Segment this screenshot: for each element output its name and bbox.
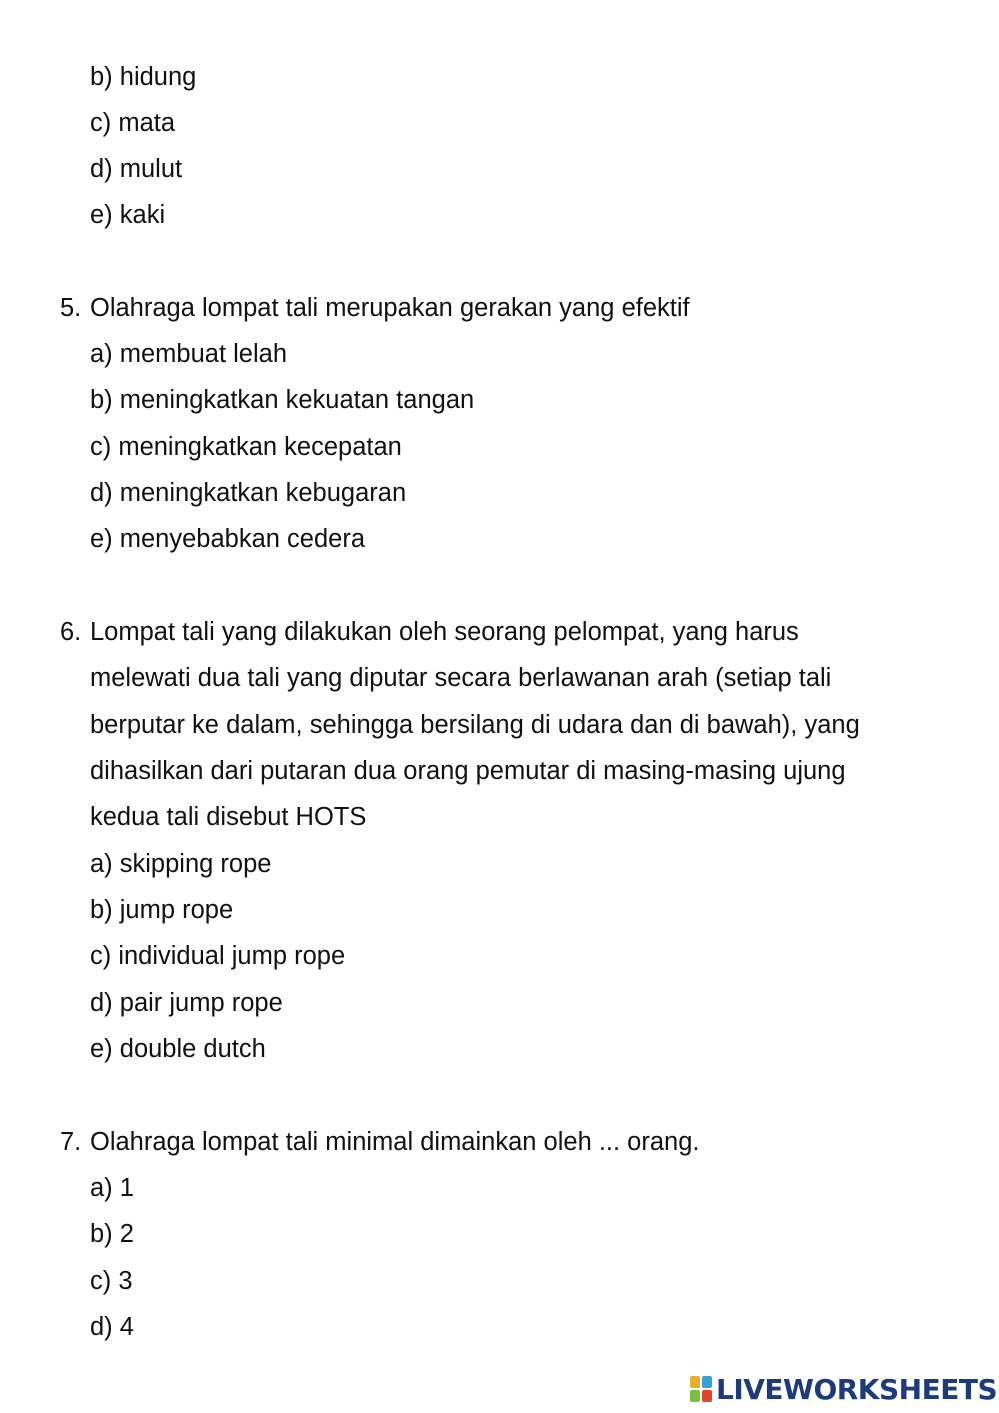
q6-option-c[interactable]: c) individual jump rope bbox=[90, 942, 346, 970]
q5-option-e[interactable]: e) menyebabkan cedera bbox=[90, 525, 366, 553]
liveworksheets-brand-text: LIVEWORKSHEETS bbox=[716, 1372, 998, 1406]
question-6-number: 6. bbox=[60, 618, 82, 646]
prev-option-c[interactable]: c) mata bbox=[90, 109, 176, 137]
prev-option-e[interactable]: e) kaki bbox=[90, 201, 166, 229]
q6-option-a[interactable]: a) skipping rope bbox=[90, 850, 272, 878]
q5-option-d[interactable]: d) meningkatkan kebugaran bbox=[90, 479, 407, 507]
liveworksheets-logo[interactable] bbox=[690, 1372, 997, 1406]
q7-option-c[interactable]: c) 3 bbox=[90, 1267, 133, 1295]
q5-option-b[interactable]: b) meningkatkan kekuatan tangan bbox=[90, 386, 475, 414]
q6-option-d[interactable]: d) pair jump rope bbox=[90, 989, 283, 1017]
logo-mark-cell-3 bbox=[690, 1390, 700, 1402]
question-6-text-line-4: dihasilkan dari putaran dua orang pemutar di masing-masing ujung bbox=[90, 757, 846, 785]
q6-option-b[interactable]: b) jump rope bbox=[90, 896, 234, 924]
logo-mark-cell-4 bbox=[702, 1390, 712, 1402]
q7-option-a[interactable]: a) 1 bbox=[90, 1174, 134, 1202]
question-6-text-line-2: melewati dua tali yang diputar secara berlawanan arah (setiap tali bbox=[90, 664, 832, 692]
prev-option-b[interactable]: b) hidung bbox=[90, 63, 197, 91]
question-7-text: Olahraga lompat tali minimal dimainkan oleh ... orang. bbox=[90, 1128, 700, 1156]
q5-option-c[interactable]: c) meningkatkan kecepatan bbox=[90, 433, 402, 461]
q5-option-a[interactable]: a) membuat lelah bbox=[90, 340, 288, 368]
question-6-text-line-3: berputar ke dalam, sehingga bersilang di udara dan di bawah), yang bbox=[90, 711, 860, 739]
logo-mark-cell-2 bbox=[702, 1376, 712, 1388]
liveworksheets-logo-icon bbox=[690, 1376, 712, 1402]
logo-mark-cell-1 bbox=[690, 1376, 700, 1388]
q6-option-e[interactable]: e) double dutch bbox=[90, 1035, 266, 1063]
question-5-text: Olahraga lompat tali merupakan gerakan yang efektif bbox=[90, 294, 690, 322]
question-7-number: 7. bbox=[60, 1128, 82, 1156]
question-6-text-line-1: Lompat tali yang dilakukan oleh seorang pelompat, yang harus bbox=[90, 618, 799, 646]
question-5-number: 5. bbox=[60, 294, 82, 322]
q7-option-b[interactable]: b) 2 bbox=[90, 1220, 134, 1248]
question-6-text-line-5: kedua tali disebut HOTS bbox=[90, 803, 367, 831]
q7-option-d[interactable]: d) 4 bbox=[90, 1313, 134, 1341]
prev-option-d[interactable]: d) mulut bbox=[90, 155, 183, 183]
